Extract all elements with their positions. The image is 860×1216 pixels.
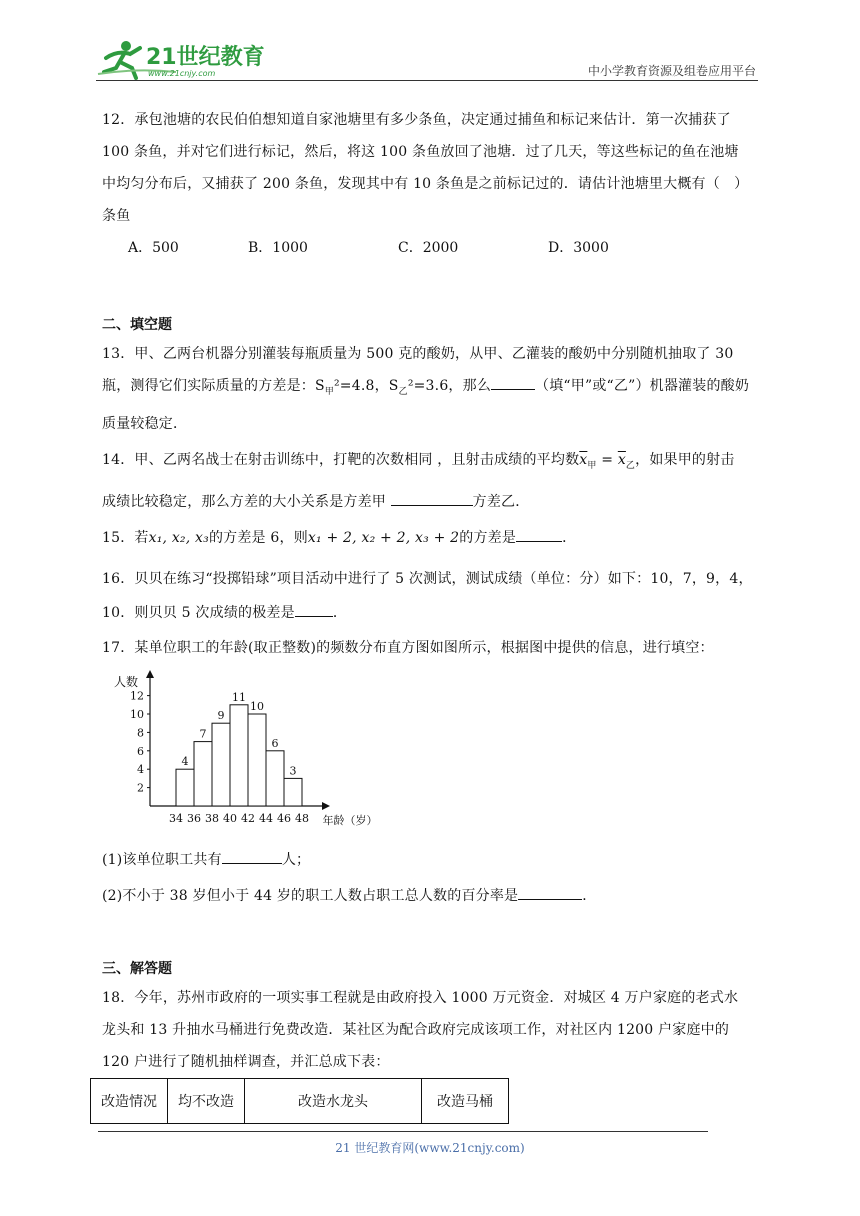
mean-jia: $\overline{x}$ [579, 452, 588, 468]
bar-value-label: 4 [181, 755, 189, 769]
bar-value-label: 6 [271, 736, 279, 750]
platform-name: 中小学教育资源及组卷应用平台 [587, 64, 756, 78]
footer-divider [98, 1131, 708, 1132]
x-tick-label: 46 [277, 812, 291, 825]
q16-answer-blank[interactable] [295, 602, 333, 617]
q15-vars-2: x₁ + 2, x₂ + 2, x₃ + 2 [307, 530, 460, 546]
table-header-cell: 均不改造 [168, 1079, 245, 1124]
histogram-bar [248, 714, 266, 806]
age-histogram [100, 670, 420, 830]
table-header-cell: 改造马桶 [422, 1079, 509, 1124]
question-14 [102, 442, 766, 520]
bar-value-label: 10 [250, 700, 264, 713]
option-b[interactable]: B．1000 [248, 240, 308, 256]
q16-line-2: 10．则贝贝 5 次成绩的极差是 ． [102, 596, 766, 630]
q17-blank-1[interactable] [222, 849, 282, 864]
bar-value-label: 3 [289, 764, 297, 778]
mean-yi: $\overline{x}$ [617, 452, 626, 468]
q17-line-1: 17．某单位职工的年龄(取正整数)的频数分布直方图如图所示，根据图中提供的信息，进行填空： [102, 640, 714, 656]
histogram-bar [266, 751, 284, 806]
option-d[interactable]: D．3000 [548, 240, 609, 256]
bar-value-label: 9 [217, 709, 225, 723]
q17-blank-2[interactable] [518, 885, 582, 900]
q18-line-2: 龙头和 13 升抽水马桶进行免费改造．某社区为配合政府完成该项工作，对社区内 1200 户家庭中的 [102, 1022, 730, 1038]
logo-subtext: www.21cnjy.com [148, 69, 216, 78]
x-axis-arrow [322, 802, 330, 810]
question-15: 15．若x₁, x₂, x₃的方差是 6，则x₁ + 2, x₂ + 2, x₃ + 2的方差是 ． [102, 522, 766, 554]
option-a[interactable]: A．500 [128, 240, 179, 256]
q15-vars-1: x₁, x₂, x₃ [148, 530, 209, 546]
q17-subquestions [102, 842, 766, 914]
x-tick-label: 48 [295, 812, 309, 825]
x-tick-label: 36 [187, 812, 201, 825]
section-fill-in-title: 二、填空题 [102, 317, 172, 333]
q17-sub-1: (1)该单位职工共有 人； [102, 842, 766, 878]
y-tick-label: 8 [137, 726, 144, 740]
q18-line-3: 120 户进行了随机抽样调查，并汇总成下表： [102, 1054, 390, 1070]
histogram-bar [194, 742, 212, 806]
q12-line-2: 100 条鱼，并对它们进行标记，然后，将这 100 条鱼放回了池塘．过了几天，等这些标记的鱼在池塘 [102, 144, 739, 160]
x-tick-label: 42 [241, 812, 255, 825]
y-tick-label: 4 [137, 763, 144, 777]
y-axis-arrow [146, 670, 154, 678]
table-header-cell: 改造情况 [91, 1079, 168, 1124]
histogram-bar [230, 705, 248, 806]
x-tick-label: 44 [259, 812, 273, 825]
histogram-bar [176, 769, 194, 806]
survey-table [90, 1078, 509, 1124]
x-tick-label: 38 [205, 812, 219, 825]
option-c[interactable]: C．2000 [398, 240, 459, 256]
histogram-bar [212, 723, 230, 806]
q14-line-1: 14．甲、乙两名战士在射击训练中，打靶的次数相同 ，且射击成绩的平均数$\overline{x}_甲 = \overline{x}_乙$，如果甲的射击 [102, 452, 735, 471]
footer-source[interactable]: 21 世纪教育网(www.21cnjy.com) [335, 1141, 525, 1155]
x-tick-label: 40 [223, 812, 237, 825]
bar-value-label: 7 [199, 727, 207, 741]
question-12 [102, 104, 766, 232]
header-divider [96, 80, 758, 81]
q18-line-1: 18．今年，苏州市政府的一项实事工程就是由政府投入 1000 万元资金．对城区 4 万户家庭的老式水 [102, 990, 739, 1006]
q12-line-3: 中均匀分布后，又捕获了 200 条鱼，发现其中有 10 条鱼是之前标记过的．请估计池塘里大概有（ ） [102, 176, 749, 192]
y-tick-label: 6 [137, 744, 144, 758]
y-tick-label: 12 [130, 689, 144, 703]
bar-value-label: 11 [232, 690, 246, 704]
y-tick-label: 10 [130, 708, 144, 721]
table-header-cell: 改造水龙头 [245, 1079, 422, 1124]
site-logo [96, 38, 276, 80]
sub-jia: 甲 [324, 386, 334, 397]
question-16 [102, 562, 766, 630]
q14-line-2: 成绩比较稳定，那么方差的大小关系是方差甲 方差乙． [102, 484, 766, 520]
question-13 [102, 338, 766, 440]
q15-answer-blank[interactable] [516, 527, 562, 542]
q12-line-1: 12．承包池塘的农民伯伯想知道自家池塘里有多少条鱼，决定通过捕鱼和标记来估计．第一次捕获了 [102, 112, 731, 128]
x-tick-label: 34 [169, 812, 183, 825]
y-tick-label: 2 [137, 781, 144, 795]
q13-answer-blank[interactable] [491, 375, 535, 390]
q13-line-3: 质量较稳定． [102, 415, 188, 432]
histogram-bar [284, 778, 302, 806]
y-axis-label: 人数 [113, 675, 139, 689]
q16-line-1: 16．贝贝在练习“投掷铅球”项目活动中进行了 5 次测试，测试成绩（单位：分）如下：10，7，9，4， [102, 571, 753, 587]
table-row [91, 1079, 509, 1124]
q13-line-2: 瓶，测得它们实际质量的方差是：$S_甲^2=4.8$，$S_乙^2=3.6$，那么 （填“甲”或“乙”）机器灌装的酸奶 [102, 370, 766, 408]
q13-line-1: 13．甲、乙两台机器分别灌装每瓶质量为 500 克的酸奶，从甲、乙灌装的酸奶中分别随机抽取了 30 [102, 346, 734, 362]
q12-line-4: 条鱼 [102, 208, 131, 224]
sub-yi: 乙 [398, 386, 408, 397]
q14-answer-blank[interactable] [391, 491, 473, 506]
q17-sub-2: (2)不小于 38 岁但小于 44 岁的职工人数占职工总人数的百分率是 ． [102, 878, 766, 914]
section-answer-title: 三、解答题 [102, 961, 172, 977]
question-17 [102, 632, 766, 664]
question-18 [102, 982, 766, 1078]
x-axis-label: 年龄（岁） [322, 814, 378, 827]
logo-text: 21世纪教育 [146, 45, 265, 70]
